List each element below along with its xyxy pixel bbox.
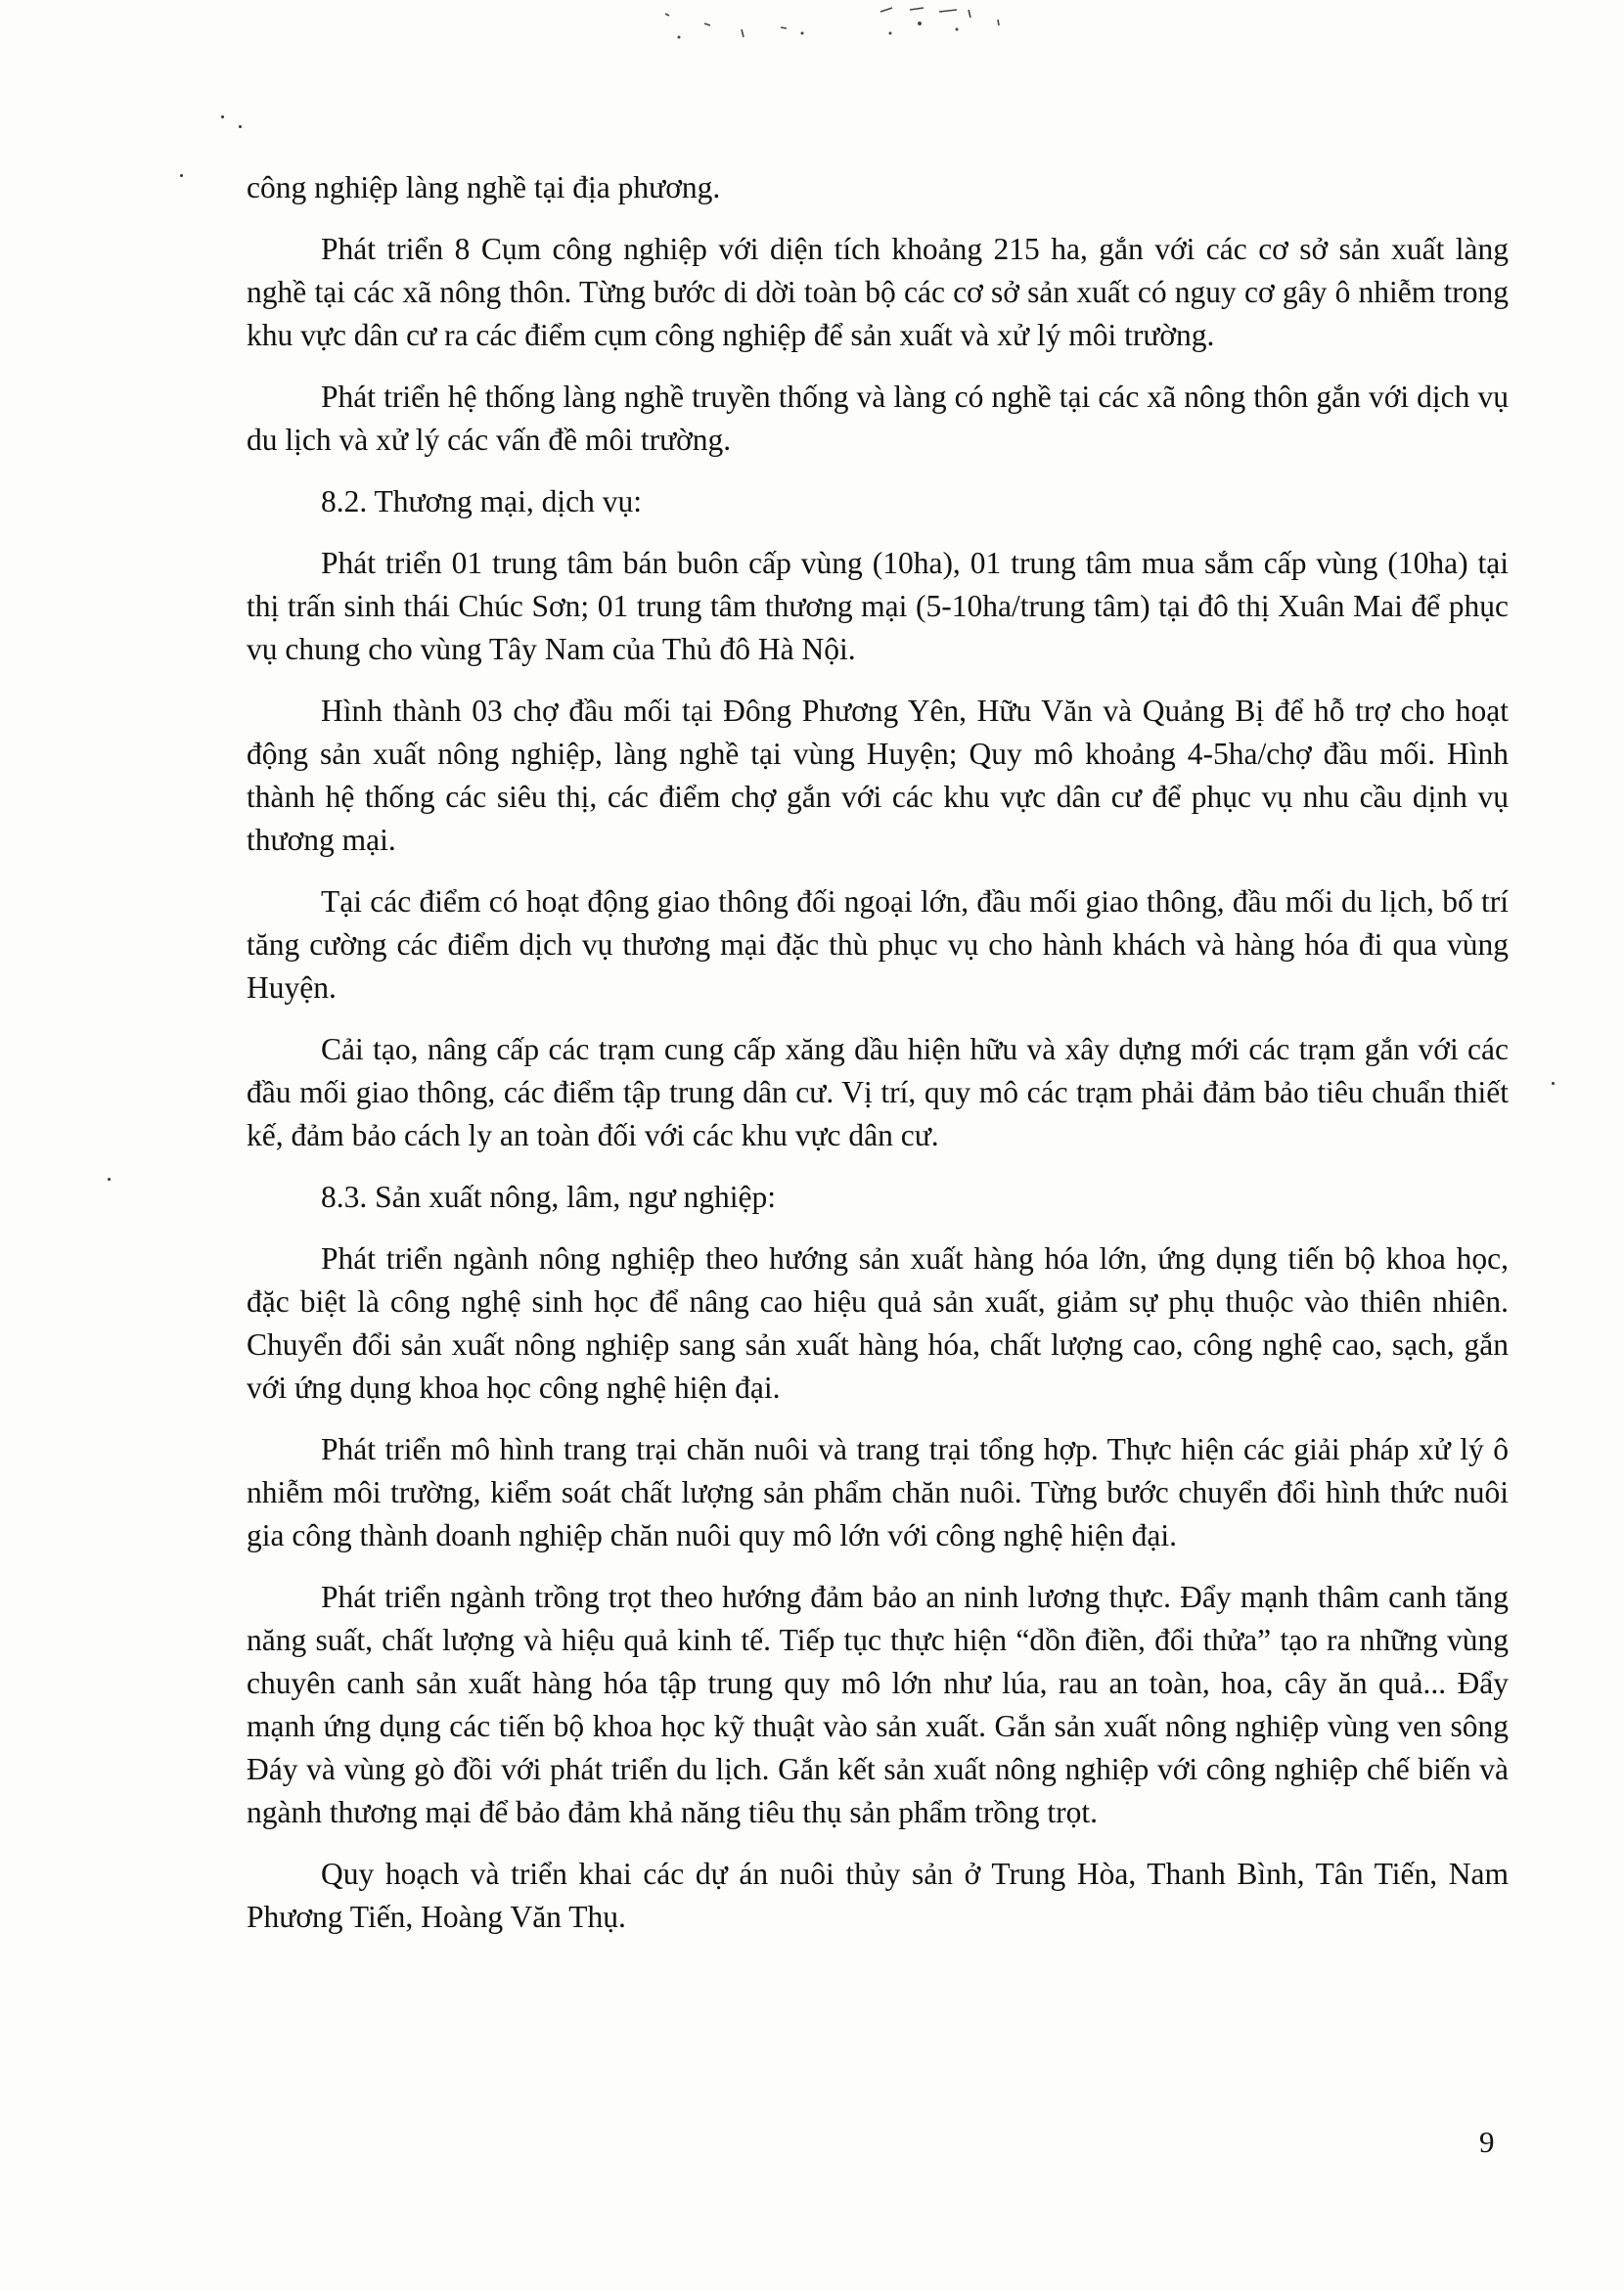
scan-speck bbox=[108, 1178, 111, 1181]
scan-speck bbox=[221, 115, 224, 118]
scan-speck bbox=[239, 125, 242, 128]
paragraph: Phát triển 8 Cụm công nghiệp với diện tích khoảng 215 ha, gắn với các cơ sở sản xuất làng nghề tại các xã nông thôn. Từng bước di dời toàn bộ các cơ sở sản xuất có nguy cơ gây ô nhiễm trong khu vực dân cư ra các điểm cụm công nghiệp để sản xuất và xử lý môi trường. bbox=[247, 232, 1509, 352]
page-number: 9 bbox=[1479, 2125, 1495, 2159]
paragraph: Phát triển 01 trung tâm bán buôn cấp vùng (10ha), 01 trung tâm mua sắm cấp vùng (10ha) tại thị trấn sinh thái Chúc Sơn; 01 trung tâm thương mại (5-10ha/trung tâm) tại đô thị Xuân Mai để phục vụ chung cho vùng Tây Nam của Thủ đô Hà Nội. bbox=[247, 546, 1509, 666]
paragraph: Phát triển hệ thống làng nghề truyền thống và làng có nghề tại các xã nông thôn gắn với dịch vụ du lịch và xử lý các vấn đề môi trường. bbox=[247, 380, 1509, 457]
paragraph: Hình thành 03 chợ đầu mối tại Đông Phương Yên, Hữu Văn và Quảng Bị để hỗ trợ cho hoạt động sản xuất nông nghiệp, làng nghề tại vùng Huyện; Quy mô khoảng 4-5ha/chợ đầu mối. Hình thành hệ thống các siêu thị, các điểm chợ gắn với các khu vực dân cư để phục vụ nhu cầu dịnh vụ thương mại. bbox=[247, 694, 1509, 857]
scan-noise bbox=[646, 0, 1057, 49]
scan-speck bbox=[1552, 1082, 1555, 1085]
paragraph: Phát triển ngành nông nghiệp theo hướng sản xuất hàng hóa lớn, ứng dụng tiến bộ khoa học, đặc biệt là công nghệ sinh học để nâng cao hiệu quả sản xuất, giảm sự phụ thuộc vào thiên nhiên. Chuyển đổi sản xuất nông nghiệp sang sản xuất hàng hóa, chất lượng cao, công nghệ cao, sạch, gắn với ứng dụng khoa học công nghệ hiện đại. bbox=[247, 1241, 1509, 1405]
body-text bbox=[247, 166, 1509, 1957]
paragraph: Phát triển ngành trồng trọt theo hướng đảm bảo an ninh lương thực. Đẩy mạnh thâm canh tăng năng suất, chất lượng và hiệu quả kinh tế. Tiếp tục thực hiện “dồn điền, đổi thửa” tạo ra những vùng chuyên canh sản xuất hàng hóa tập trung quy mô lớn như lúa, rau an toàn, hoa, cây ăn quả... Đẩy mạnh ứng dụng các tiến bộ khoa học kỹ thuật vào sản xuất. Gắn sản xuất nông nghiệp vùng ven sông Đáy và vùng gò đồi với phát triển du lịch. Gắn kết sản xuất nông nghiệp với công nghiệp chế biến và ngành thương mại để bảo đảm khả năng tiêu thụ sản phẩm trồng trọt. bbox=[247, 1580, 1509, 1829]
paragraph: Phát triển mô hình trang trại chăn nuôi và trang trại tổng hợp. Thực hiện các giải pháp xử lý ô nhiễm môi trường, kiểm soát chất lượng sản phẩm chăn nuôi. Từng bước chuyển đổi hình thức nuôi gia công thành doanh nghiệp chăn nuôi quy mô lớn với công nghệ hiện đại. bbox=[247, 1432, 1509, 1552]
scan-speck bbox=[180, 174, 183, 177]
paragraph: Quy hoạch và triển khai các dự án nuôi thủy sản ở Trung Hòa, Thanh Bình, Tân Tiến, Nam Phương Tiến, Hoàng Văn Thụ. bbox=[247, 1857, 1509, 1934]
paragraph: Cải tạo, nâng cấp các trạm cung cấp xăng dầu hiện hữu và xây dựng mới các trạm gắn với các đầu mối giao thông, các điểm tập trung dân cư. Vị trí, quy mô các trạm phải đảm bảo tiêu chuẩn thiết kế, đảm bảo cách ly an toàn đối với các khu vực dân cư. bbox=[247, 1032, 1509, 1152]
section-heading: 8.2. Thương mại, dịch vụ: bbox=[321, 484, 642, 518]
paragraph: công nghiệp làng nghề tại địa phương. bbox=[247, 170, 721, 204]
section-heading: 8.3. Sản xuất nông, lâm, ngư nghiệp: bbox=[321, 1180, 777, 1214]
paragraph: Tại các điểm có hoạt động giao thông đối ngoại lớn, đầu mối giao thông, đầu mối du lịch, bố trí tăng cường các điểm dịch vụ thương mại đặc thù phục vụ cho hành khách và hàng hóa đi qua vùng Huyện. bbox=[247, 884, 1509, 1005]
